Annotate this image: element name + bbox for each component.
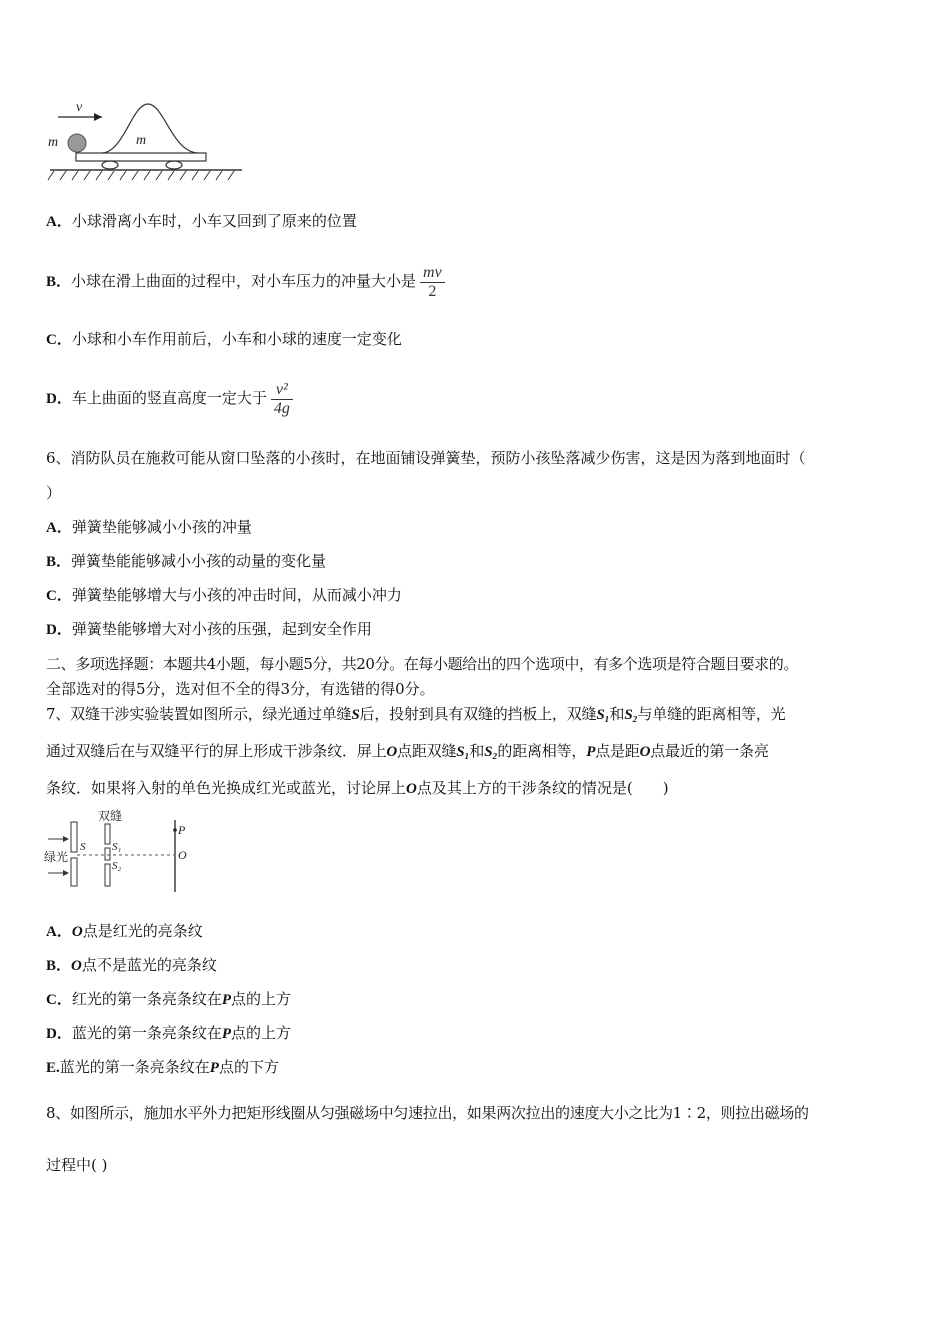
section2-heading-line2: 全部选对的得5分，选对但不全的得3分，有选错的得0分。 <box>46 680 435 698</box>
option-letter: B． <box>46 274 72 290</box>
q8-stem-line1: 8、如图所示，施加水平外力把矩形线圈从匀强磁场中匀速拉出，如果两次拉出的速度大小之比为1∶2，则拉出磁场的 <box>46 1104 809 1122</box>
option-letter: A． <box>46 214 72 230</box>
q6-option-c[interactable] <box>46 585 402 606</box>
slit-S1-label: S₁ <box>112 841 122 853</box>
option-letter: B． <box>46 554 72 570</box>
option-text: 弹簧垫能够增大对小孩的压强，起到安全作用 <box>71 620 372 638</box>
option-text: 点的上方 <box>231 1024 292 1042</box>
green-light-label: 绿光 <box>44 850 69 864</box>
point-P-label: P <box>178 823 186 837</box>
option-text: 弹簧垫能够增大与小孩的冲击时间，从而减小冲力 <box>71 586 402 604</box>
q8-stem-line2: 过程中( ) <box>46 1156 108 1174</box>
q7-option-b[interactable]: B．O点不是蓝光的亮条纹 <box>46 956 217 974</box>
option-text: 弹簧垫能够减小小孩的冲量 <box>71 518 252 536</box>
q7-stem-line2: 通过双缝后在与双缝平行的屏上形成干涉条纹．屏上O点距双缝S₁和S₂的距离相等，P点是距O点最近的第一条亮 <box>46 742 769 760</box>
cart-mass-label: m <box>136 133 147 148</box>
q7-option-c[interactable]: C．红光的第一条亮条纹在P点的上方 <box>46 990 292 1008</box>
slit-S2-label: S₂ <box>112 860 122 872</box>
option-text: 弹簧垫能能够减小小孩的动量的变化量 <box>71 552 327 570</box>
q7-option-d[interactable]: D．蓝光的第一条亮条纹在P点的上方 <box>46 1024 292 1042</box>
option-text: 点的下方 <box>218 1058 279 1076</box>
velocity-label: v <box>76 100 83 115</box>
q5-option-a[interactable] <box>46 211 357 232</box>
q7-stem-line1: 7、双缝干涉实验装置如图所示，绿光通过单缝S后，投射到具有双缝的挡板上，双缝S₁和S₂与单缝的距离相等，光 <box>46 705 786 723</box>
ball <box>68 134 86 152</box>
option-text: 点的上方 <box>231 990 292 1008</box>
option-text: 点不是蓝光的亮条纹 <box>81 956 217 974</box>
section2-heading-line1: 二、多项选择题：本题共4小题，每小题5分，共20分。在每小题给出的四个选项中，有多个选项是符合题目要求的。 <box>46 655 798 673</box>
q5-option-d[interactable] <box>46 362 293 435</box>
point-O-label: O <box>178 848 187 862</box>
option-letter: A． <box>46 520 72 536</box>
option-letter: D． <box>46 1026 72 1042</box>
cart-wheel-right <box>166 161 182 169</box>
q5-option-c[interactable] <box>46 329 402 350</box>
option-letter: C． <box>46 588 72 604</box>
q7-option-e[interactable]: E.蓝光的第一条亮条纹在P点的下方 <box>46 1058 279 1076</box>
double-slit-figure <box>42 806 202 896</box>
q6-option-b[interactable] <box>46 551 326 572</box>
q6-stem-line2: ） <box>46 484 62 502</box>
q6-option-d[interactable] <box>46 619 372 640</box>
q7-option-a[interactable]: A．O点是红光的亮条纹 <box>46 922 203 940</box>
ground-hatching <box>48 171 234 180</box>
option-text: 小球滑离小车时，小车又回到了原来的位置 <box>71 212 357 230</box>
option-letter: D． <box>46 391 72 407</box>
q5-option-b[interactable] <box>46 252 445 311</box>
cart-body <box>76 153 206 161</box>
option-text: 小球和小车作用前后，小车和小球的速度一定变化 <box>71 330 402 348</box>
double-slit-label: 双缝 <box>98 809 123 823</box>
q6-option-a[interactable] <box>46 517 252 538</box>
q6-stem-line1: 6、消防队员在施救可能从窗口坠落的小孩时，在地面铺设弹簧垫，预防小孩坠落减少伤害，这是因为落到地面时（ <box>46 449 806 467</box>
option-text: 车上曲面的竖直高度一定大于 <box>71 389 267 407</box>
ball-cart-figure <box>44 96 248 186</box>
single-slit-S-label: S <box>80 841 86 853</box>
option-letter: C． <box>46 992 72 1008</box>
fraction-v2-over-4g: $\frac{\text{v²}}{4g}$ <box>271 381 293 418</box>
fraction-mv-over-2: $\frac{mv}{2}$ <box>420 264 445 301</box>
option-letter: D． <box>46 622 72 638</box>
cart-curved-surface <box>102 104 198 153</box>
option-letter: A． <box>46 924 72 940</box>
option-text: 小球在滑上曲面的过程中，对小车压力的冲量大小是 <box>71 272 417 290</box>
option-text: 点是红光的亮条纹 <box>82 922 203 940</box>
option-letter: C． <box>46 332 72 348</box>
ball-mass-label: m <box>48 135 59 150</box>
option-letter: B． <box>46 958 72 974</box>
option-letter: E. <box>46 1060 60 1076</box>
cart-wheel-left <box>102 161 118 169</box>
q7-stem-line3: 条纹．如果将入射的单色光换成红光或蓝光，讨论屏上O点及其上方的干涉条纹的情况是( ) <box>46 779 669 797</box>
